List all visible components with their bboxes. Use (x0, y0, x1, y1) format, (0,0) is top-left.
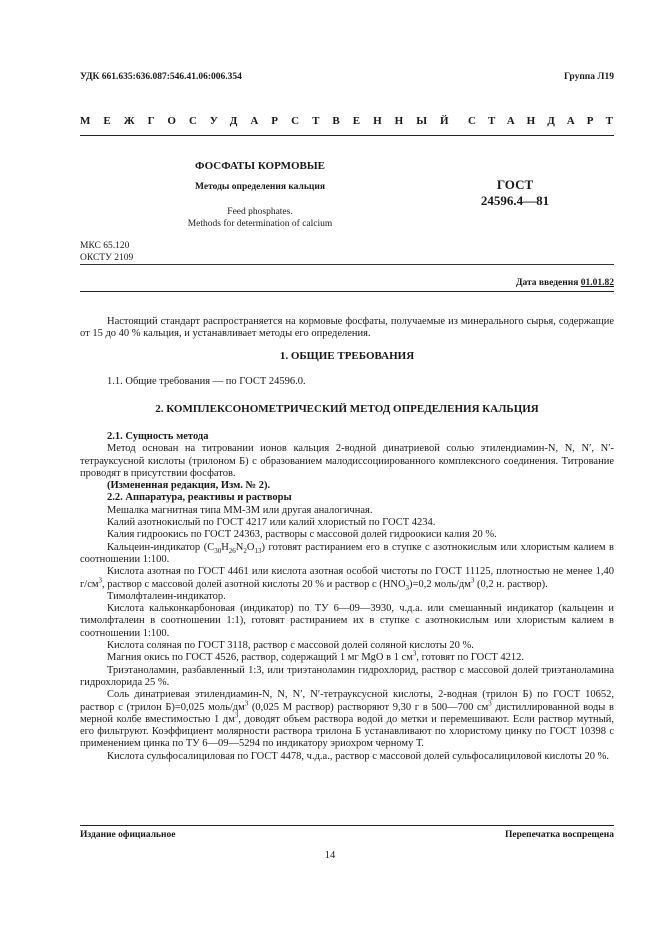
gost-label: ГОСТ (496, 177, 534, 192)
page-number: 14 (324, 850, 336, 861)
footer-reprint-prohibited: Перепечатка воспрещена (504, 830, 614, 840)
banner-interstate: МЕЖГОСУДАРСТВЕННЫЙ (80, 115, 462, 127)
item-thymolphthalein: Тимолфталеин-индикатор. (107, 590, 226, 602)
gost-number: 24596.4—81 (480, 193, 550, 208)
intro-date-value: 01.01.82 (580, 278, 614, 288)
footer-official-edition: Издание официальное (80, 830, 176, 840)
section-1-1: 1.1. Общие требования — по ГОСТ 24596.0. (107, 376, 306, 387)
banner-standard: СТАНДАРТ (468, 115, 625, 127)
item-trilon-b: Соль динатриевая этилендиамин-N, N, N′, N′-тетрауксусной кислоты, 2-водная (трилон Б) по ГОСТ 10652, раствор c (трилон Б)=0,025 моль/$дм^3$ (0,025 М раствор) растворяют 9,30 г в 500—700 $см^3$ дистиллированной воды в мерной колбе вместимостью 1 $дм^3$, доводят объем раствора водой до метки и перемешивают. Если раствор мутный, его фильтруют. Коэффициент молярности раствора трилона Б устанавливают по хлористому цинку по ГОСТ 10398 с применением цинка по ТУ 6—09—5294 по индикатору эриохром черному Т. (80, 689, 614, 750)
item-magnesium-oxide: Магния окись по ГОСТ 4526, раствор, содержащий 1 мг MgO в 1 $см^3$, готовят по ГОСТ 4212. (107, 649, 525, 664)
intro-paragraph: Настоящий стандарт распространяется на кормовые фосфаты, получаемые из минерального сырья, содержащие от 15 до 40 % кальция, и устанавливает методы его определения. (80, 316, 614, 340)
doc-title-en-2: Methods for determination of calcium (187, 219, 333, 229)
section-2-1-note: (Измененная редакция, Изм. № 2). (107, 480, 271, 492)
doc-title-en-1: Feed phosphates. (227, 207, 293, 217)
item-triethanolamine: Триэтаноламин, разбавленный 1:3, или триэтаноламин гидрохлорид, раствор с массовой долей триэтаноламина гидрохлорида 25 %. (80, 664, 614, 688)
item-calcein: Кальцеин-индикатор $(C_{30}H_{26}N_2O_{13})$ готовят растиранием его в ступке с азотнокислым или хлористым калием в соотношении 1:100. (80, 541, 614, 565)
section-1-heading: 1. ОБЩИЕ ТРЕБОВАНИЯ (279, 350, 415, 362)
header-rule (80, 135, 614, 136)
item-hydrochloric-acid: Кислота соляная по ГОСТ 3118, раствор с массовой долей соляной кислоты 20 %. (107, 640, 474, 652)
okstu-code: ОКСТУ 2109 (80, 253, 134, 263)
section-2-body (80, 431, 614, 763)
date-rule (80, 291, 614, 292)
item-stirrer: Мешалка магнитная типа ММ-3М или другая аналогичная. (107, 504, 373, 516)
item-nitric-acid: Кислота азотная по ГОСТ 4461 или кислота азотная особой чистоты по ГОСТ 11125, плотностью не менее 1,40 $г/см^3$, раствор с массовой долей азотной кислоты 20 % и раствор c $(HNO_3)=0,2$ моль/$дм^3$ (0,2 н. раствор). (80, 566, 614, 592)
item-calconcarboxylic-acid: Кислота кальконкарбоновая (индикатор) по ТУ 6—09—3930, ч.д.а. или смешанный индикатор (кальцеин и тимолфталеин в соотношении 1:1), готовят растиранием их в ступке с азотнокислым или хлористым калием в соотношении 1:100. (80, 603, 614, 639)
group-code: Группа Л19 (563, 72, 614, 82)
section-2-2-title: 2.2. Аппаратура, реактивы и растворы (107, 492, 292, 504)
item-potassium-hydroxide: Калия гидроокись по ГОСТ 24363, растворы с массовой долей гидроокиси калия 20 %. (107, 529, 497, 541)
classifier-rule (80, 264, 614, 265)
intro-date-label: Дата введения (515, 278, 579, 288)
item-potassium-nitrate: Калий азотнокислый по ГОСТ 4217 или калий хлористый по ГОСТ 4234. (107, 517, 436, 529)
section-2-1-title: 2.1. Сущность метода (107, 431, 209, 442)
intro-date (516, 277, 614, 289)
section-2-heading: 2. КОМПЛЕКСОНОМЕТРИЧЕСКИЙ МЕТОД ОПРЕДЕЛЕНИЯ КАЛЬЦИЯ (155, 403, 539, 415)
footer-rule (80, 825, 614, 826)
udk-code: УДК 661.635:636.087:546.41.06:006.354 (80, 72, 242, 82)
doc-subtitle: Методы определения кальция (195, 182, 325, 192)
mks-code: МКС 65.120 (80, 241, 130, 251)
section-2-1-text: Метод основан на титровании ионов кальция 2-водной динатриевой солью этилендиамин-N, N, N′, N′-тетрауксусной кислоты (трилоном Б) с образованием малодиссоциированного комплексного соединения. Титрование проводят в присутствии фосфатов. (80, 443, 614, 479)
item-sulfosalicylic-acid: Кислота сульфосалициловая по ГОСТ 4478, ч.д.а., раствор с массовой долей сульфосалициловой кислоты 20 %. (107, 750, 609, 762)
doc-title: ФОСФАТЫ КОРМОВЫЕ (194, 160, 326, 172)
